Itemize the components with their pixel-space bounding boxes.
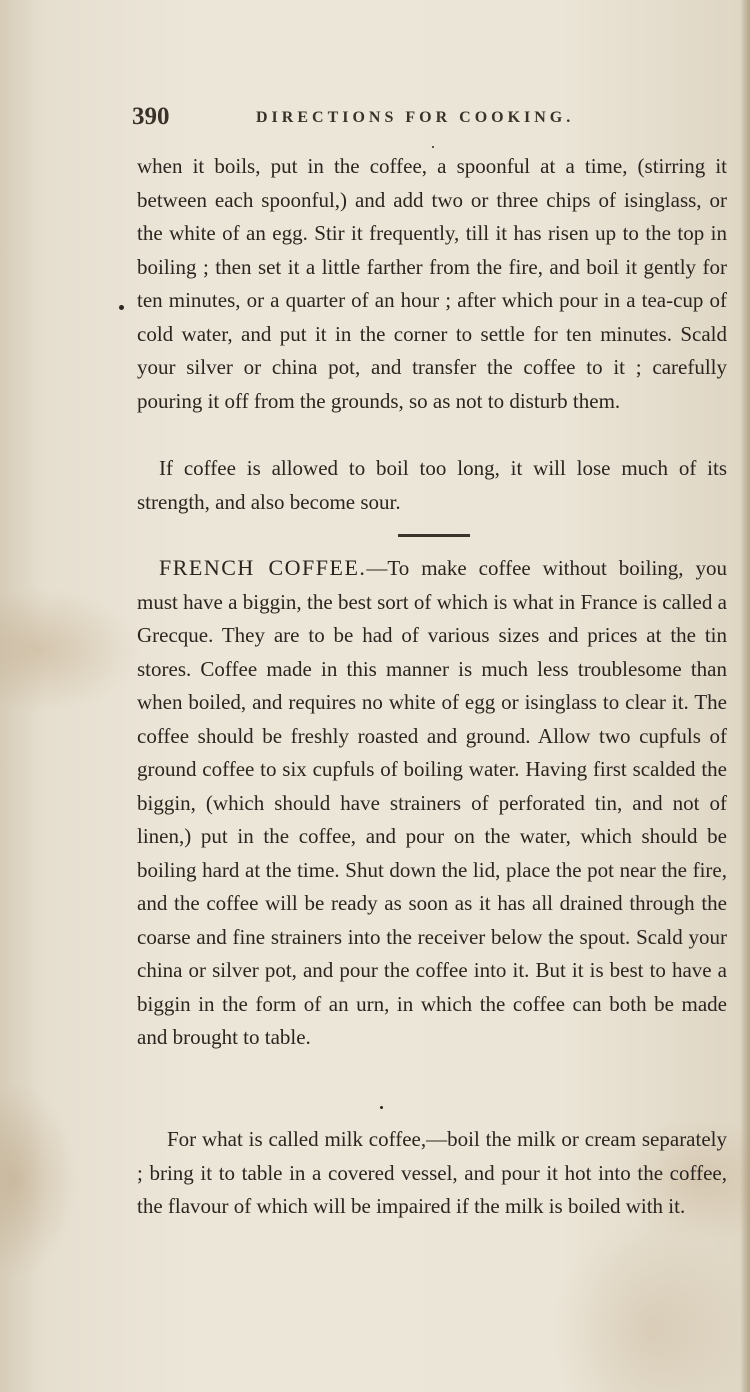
french-coffee-body: —To make coffee without boiling, you must have a biggin, the best sort of which is what in France is called a Grecque. They are to be had of various sizes and prices at the tin stores. Coffee made in this manner is much less troublesome than when boiled, and requires no white of egg or isinglass to clear it. The coffee should be freshly roasted and ground. Allow two cupfuls of ground coffee to six cupfuls of boiling water. Having first scalded the biggin, (which should have strainers of perforated tin, and not of linen,) put in the coffee, and pour on the water, which should be boiling hard at the time. Shut down the lid, place the pot near the fire, and the coffee will be ready as soon as it has all drained through the coarse and fine strainers into the receiver below the spout. Scald your china or silver pot, and pour the coffee into it. But it is best to have a biggin in the form of an urn, in which the coffee can both be made and brought to table. — [137, 556, 727, 1049]
page-number: 390 — [132, 103, 170, 130]
section-heading-french-coffee: FRENCH COFFEE. — [159, 555, 367, 580]
paragraph-milk-coffee: For what is called milk coffee,—boil the milk or cream separately ; bring it to table in a covered vessel, and pour it hot into the coffee, the flavour of which will be impaired if the milk is boiled with it. — [137, 1127, 727, 1218]
paragraph-boil-too-long: If coffee is allowed to boil too long, it will lose much of its strength, and also become sour. — [137, 456, 727, 514]
running-title: DIRECTIONS FOR COOKING. — [256, 109, 575, 126]
section-divider — [398, 534, 470, 537]
paragraph-french-coffee — [137, 551, 727, 1055]
ink-speck — [432, 146, 434, 148]
ink-speck — [119, 305, 124, 310]
page-edge-shadow — [740, 0, 750, 1392]
paragraph-continued-boiling: when it boils, put in the coffee, a spoonful at a time, (stirring it between each spoonful,) and add two or three chips of isinglass, or the white of an egg. Stir it frequently, till it has risen up to the top in boiling ; then set it a little farther from the fire, and boil it gently for ten minutes, or a quarter of an hour ; after which pour in a tea-cup of cold water, and put it in the corner to settle for ten minutes. Scald your silver or china pot, and transfer the coffee to it ; carefully pouring it off from the grounds, so as not to disturb them. — [137, 154, 727, 413]
page-header — [132, 103, 612, 139]
ink-speck — [380, 1106, 383, 1109]
